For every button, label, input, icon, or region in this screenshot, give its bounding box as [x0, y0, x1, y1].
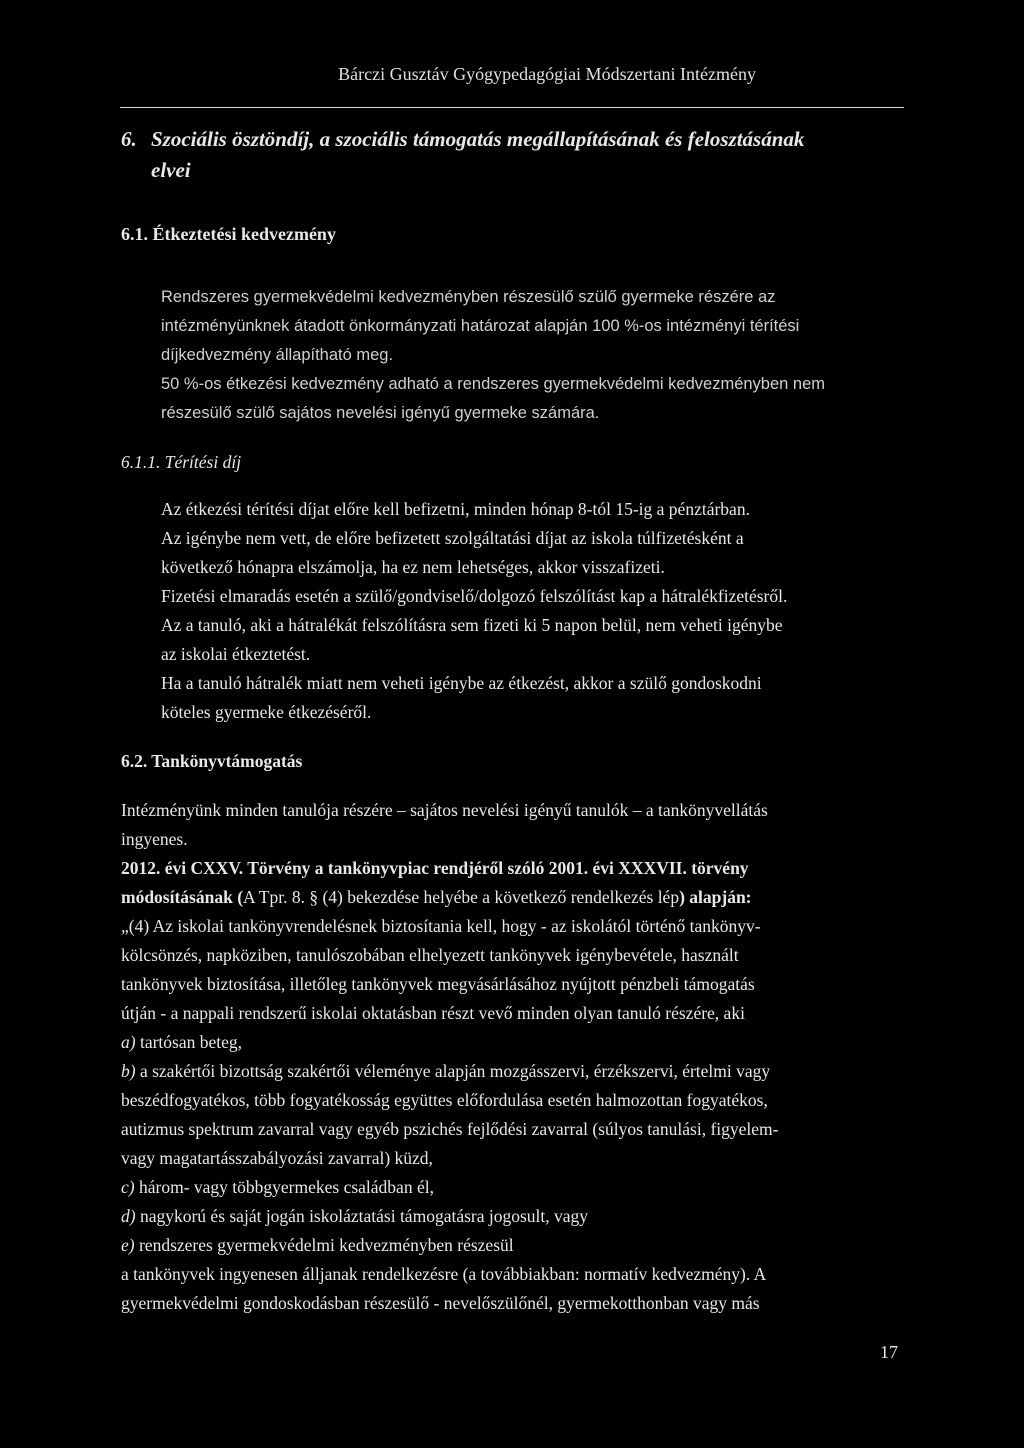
subsection-6-1-1-heading: 6.1.1. Térítési díj [121, 452, 242, 472]
subsection-6-2-body [121, 796, 905, 1318]
text-line: kölcsönzés, napköziben, tanulószobában elhelyezett tankönyvek igénybevétele, használt [121, 945, 739, 965]
list-item-a [121, 1028, 905, 1057]
law-reference-line1: 2012. évi CXXV. Törvény a tankönyvpiac rendjéről szóló 2001. évi XXXVII. törvény [121, 858, 749, 878]
list-item-e [121, 1231, 905, 1260]
text-line: Fizetési elmaradás esetén a szülő/gondviselő/dolgozó felszólítást kap a hátralékfizetésről. [161, 586, 788, 606]
list-text: három- vagy többgyermekes családban él, [134, 1177, 434, 1197]
text-line: Az étkezési térítési díjat előre kell befizetni, minden hónap 8-tól 15-ig a pénztárban. [161, 499, 750, 519]
list-item-d [121, 1202, 905, 1231]
law-reference-line2 [121, 883, 905, 912]
text-line: Rendszeres gyermekvédelmi kedvezményben részesülő szülő gyermeke részére az [161, 288, 776, 306]
text-line: ingyenes. [121, 829, 188, 849]
document-body [121, 118, 905, 1318]
law-bold-part: módosításának ( [121, 887, 244, 907]
section-title-line1: Szociális ösztöndíj, a szociális támogatás megállapításának és felosztásának [151, 127, 805, 151]
text-line: intézményünknek átadott önkormányzati határozat alapján 100 %-os intézményi térítési [161, 317, 800, 335]
list-text: rendszeres gyermekvédelmi kedvezményben részesül [134, 1235, 514, 1255]
text-line: gyermekvédelmi gondoskodásban részesülő - nevelőszülőnél, gyermekotthonban vagy más [121, 1293, 760, 1313]
text-line: Intézményünk minden tanulója részére – sajátos nevelési igényű tanulók – a tankönyvellátás [121, 800, 768, 820]
list-label: a) [121, 1032, 136, 1052]
law-normal-part: A Tpr. 8. § (4) bekezdése helyébe a következő rendelkezés lép [243, 887, 680, 907]
list-text: tartósan beteg, [135, 1032, 242, 1052]
list-text: nagykorú és saját jogán iskoláztatási támogatásra jogosult, vagy [135, 1206, 589, 1226]
section-6-heading [121, 124, 905, 186]
header-divider [120, 107, 904, 108]
text-line: tankönyvek biztosítása, illetőleg tankönyvek megvásárlásához nyújtott pénzbeli támogatás [121, 974, 755, 994]
section-number: 6. [121, 127, 137, 151]
list-text: a szakértői bizottság szakértői véleménye alapján mozgásszervi, érzékszervi, értelmi vagy [135, 1061, 771, 1081]
text-line: részesülő szülő sajátos nevelési igényű gyermeke számára. [161, 404, 600, 422]
text-line: 50 %-os étkezési kedvezmény adható a rendszeres gyermekvédelmi kedvezményben nem [161, 375, 826, 393]
text-line: köteles gyermeke étkezéséről. [161, 702, 372, 722]
text-line: Az a tanuló, aki a hátralékát felszólításra sem fizeti ki 5 napon belül, nem veheti igénybe [161, 615, 783, 635]
text-line: díjkedvezmény állapítható meg. [161, 346, 394, 364]
subsection-6-1-body [161, 283, 905, 428]
subsection-6-2-heading: 6.2. Tankönyvtámogatás [121, 751, 303, 771]
text-line: a tankönyvek ingyenesen álljanak rendelkezésre (a továbbiakban: normatív kedvezmény). A [121, 1264, 767, 1284]
page-header: Bárczi Gusztáv Gyógypedagógiai Módszertani Intézmény [338, 64, 756, 84]
law-bold-part: ) alapján: [679, 887, 752, 907]
text-line: Ha a tanuló hátralék miatt nem veheti igénybe az étkezést, akkor a szülő gondoskodni [161, 673, 762, 693]
text-line: útján - a nappali rendszerű iskolai oktatásban részt vevő minden olyan tanuló részére, aki [121, 1003, 745, 1023]
list-item-b [121, 1057, 905, 1086]
page-number: 17 [880, 1342, 898, 1362]
subsection-6-1-heading: 6.1. Étkeztetési kedvezmény [121, 224, 336, 244]
text-line: vagy magatartásszabályozási zavarral) küzd, [121, 1148, 433, 1168]
text-line: autizmus spektrum zavarral vagy egyéb pszichés fejlődési zavarral (súlyos tanulási, figyelem- [121, 1119, 779, 1139]
section-title-line2: elvei [151, 158, 191, 182]
list-item-c [121, 1173, 905, 1202]
text-line: következő hónapra elszámolja, ha ez nem lehetséges, akkor visszafizeti. [161, 557, 665, 577]
text-line: „(4) Az iskolai tankönyvrendelésnek biztosítania kell, hogy - az iskolától történő tankönyv- [121, 916, 761, 936]
text-line: az iskolai étkeztetést. [161, 644, 311, 664]
list-label: b) [121, 1061, 136, 1081]
subsection-6-1-1-body [161, 495, 905, 727]
list-label: d) [121, 1206, 136, 1226]
list-label: e) [121, 1235, 135, 1255]
text-line: Az igénybe nem vett, de előre befizetett szolgáltatási díjat az iskola túlfizetésként a [161, 528, 744, 548]
list-label: c) [121, 1177, 135, 1197]
text-line: beszédfogyatékos, több fogyatékosság együttes előfordulása esetén halmozottan fogyatékos, [121, 1090, 768, 1110]
